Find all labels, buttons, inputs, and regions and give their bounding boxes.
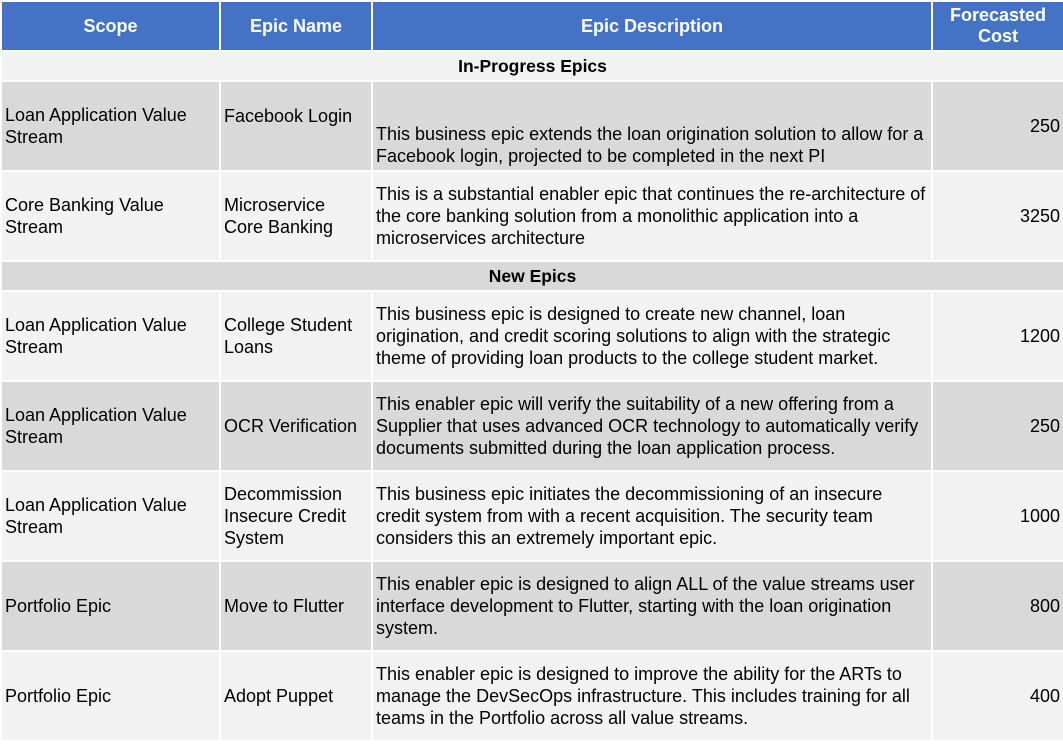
epic-name-cell: Adopt Puppet	[220, 651, 372, 741]
table-row	[1, 291, 1063, 381]
forecasted-cost-cell: 250	[932, 381, 1063, 471]
scope-cell: Portfolio Epic	[1, 561, 220, 651]
header-forecasted-cost: Forecasted Cost	[932, 1, 1063, 51]
scope-cell: Loan Application Value Stream	[1, 291, 220, 381]
epic-name-cell: College Student Loans	[220, 291, 372, 381]
section-title: New Epics	[1, 261, 1063, 291]
epic-description-cell: This business epic extends the loan origination solution to allow for a Facebook login, projected to be completed in the next PI	[372, 81, 932, 171]
epic-description-cell: This is a substantial enabler epic that continues the re-architecture of the core banking solution from a monolithic application into a microservices architecture	[372, 171, 932, 261]
forecasted-cost-cell: 3250	[932, 171, 1063, 261]
header-scope: Scope	[1, 1, 220, 51]
epic-description-cell: This business epic is designed to create new channel, loan origination, and credit scoring solutions to align with the strategic theme of providing loan products to the college student market.	[372, 291, 932, 381]
scope-cell: Loan Application Value Stream	[1, 471, 220, 561]
forecasted-cost-cell: 400	[932, 651, 1063, 741]
header-epic-description: Epic Description	[372, 1, 932, 51]
epic-name-cell: Decommission Insecure Credit System	[220, 471, 372, 561]
epic-description-cell: This business epic initiates the decommissioning of an insecure credit system from with a recent acquisition. The security team considers this an extremely important epic.	[372, 471, 932, 561]
forecasted-cost-cell: 1200	[932, 291, 1063, 381]
scope-cell: Loan Application Value Stream	[1, 81, 220, 171]
scope-cell: Loan Application Value Stream	[1, 381, 220, 471]
forecasted-cost-cell: 250	[932, 81, 1063, 171]
table-row	[1, 471, 1063, 561]
table-row	[1, 381, 1063, 471]
forecasted-cost-cell: 800	[932, 561, 1063, 651]
epic-name-cell: OCR Verification	[220, 381, 372, 471]
scope-cell: Core Banking Value Stream	[1, 171, 220, 261]
epic-description-cell: This enabler epic is designed to improve the ability for the ARTs to manage the DevSecOps infrastructure. This includes training for all teams in the Portfolio across all value streams.	[372, 651, 932, 741]
section-title: In-Progress Epics	[1, 51, 1063, 81]
table-row	[1, 651, 1063, 741]
scope-cell: Portfolio Epic	[1, 651, 220, 741]
epic-name-cell	[220, 81, 372, 171]
table-row	[1, 561, 1063, 651]
table-row	[1, 81, 1063, 171]
table-row	[1, 171, 1063, 261]
forecasted-cost-cell: 1000	[932, 471, 1063, 561]
epic-name-cell: Microservice Core Banking	[220, 171, 372, 261]
section-row-in-progress	[1, 51, 1063, 81]
epic-name-cell: Move to Flutter	[220, 561, 372, 651]
section-row-new	[1, 261, 1063, 291]
epic-description-cell: This enabler epic is designed to align ALL of the value streams user interface development to Flutter, starting with the loan origination system.	[372, 561, 932, 651]
header-row	[1, 1, 1063, 51]
header-epic-name: Epic Name	[220, 1, 372, 51]
epic-description-cell: This enabler epic will verify the suitability of a new offering from a Supplier that uses advanced OCR technology to automatically verify documents submitted during the loan application process.	[372, 381, 932, 471]
epic-name-text: Facebook Login	[224, 106, 353, 126]
